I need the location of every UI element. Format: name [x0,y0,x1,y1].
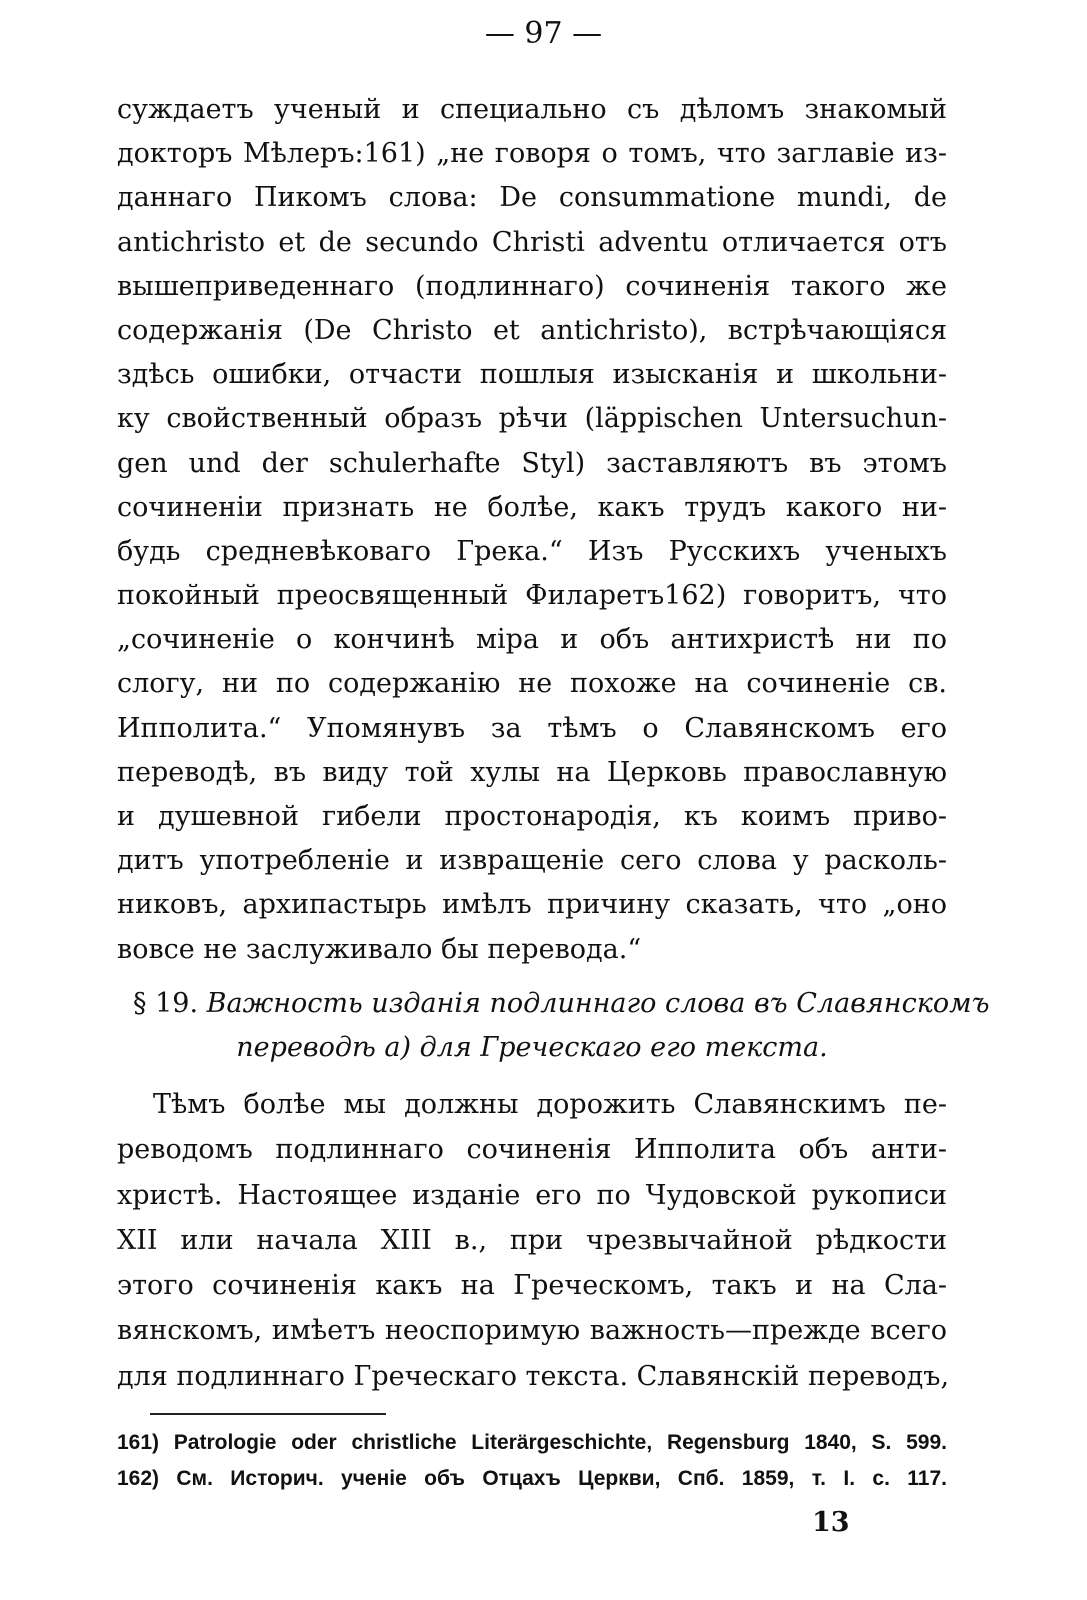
paragraph-1-line: докторъ Мѣлеръ:161) „не говоря о томъ, что заглавіе из- [117,138,947,170]
paragraph-2 [117,1082,950,1399]
paragraph-2-line: для подлиннаго Греческаго текста. Славянскій переводъ, [117,1360,950,1392]
paragraph-2-line: реводомъ подлиннаго сочиненія Ипполита объ анти- [117,1134,947,1166]
paragraph-1-line: переводѣ, въ виду той хулы на Церковь православную [117,756,947,788]
paragraph-2-line: XII или начала XIII в., при чрезвычайной рѣдкости [117,1224,947,1256]
footnotes [117,1425,947,1497]
section-heading [117,982,990,1070]
paragraph-1-line: и душевной гибели простонародія, къ коимъ приво- [117,801,947,832]
paragraph-1-line: даннаго Пикомъ слова: De consummatione mundi, de [117,182,947,214]
section-heading-line-1 [117,982,990,1026]
paragraph-1-line: будь средневѣковаго Грека.“ Изъ Русскихъ ученыхъ [117,535,947,567]
paragraph-1-line: сочиненіи признать не болѣе, какъ трудъ какого ни- [117,491,947,523]
paragraph-1-line: Ипполита.“ Упомянувъ за тѣмъ о Славянскомъ его [117,712,947,744]
paragraph-2-line: Тѣмъ болѣе мы должны дорожить Славянскимъ пе- [153,1089,947,1120]
paragraph-2-line: христѣ. Настоящее изданіе его по Чудовской рукописи [117,1179,947,1211]
signature-mark: 13 [812,1507,850,1538]
paragraph-1-line: здѣсь ошибки, отчасти пошлыя изысканія и школьни- [117,359,947,391]
page-number: — 97 — [484,16,603,51]
section-title-part-1: Важность изданія подлиннаго слова въ Славянскомъ [206,988,990,1019]
footnote-divider [150,1413,386,1415]
paragraph-1-line: вышеприведеннаго (подлиннаго) сочиненія такого же [117,270,947,302]
paragraph-1-line: дитъ употребленіе и извращеніе сего слова у расколь- [117,845,947,877]
paragraph-1-line: покойный преосвященный Филаретъ162) говоритъ, что [117,580,947,612]
paragraph-1-line: вовсе не заслуживало бы перевода.“ [117,933,642,965]
paragraph-1 [117,88,947,972]
paragraph-1-line: „сочиненіе о кончинѣ міра и объ антихристѣ ни по [117,624,947,656]
footnote-162: 162) См. Историч. ученіе объ Отцахъ Церкви, Спб. 1859, т. I. с. 117. [117,1467,947,1490]
paragraph-1-line: antichristo et de secundo Christi adventu отличается отъ [117,226,947,258]
footnote-161: 161) Patrologie oder christliche Literärgeschichte, Regensburg 1840, S. 599. [117,1431,947,1454]
paragraph-1-line: ку свойственный образъ рѣчи (läppischen Untersuchun- [117,403,947,435]
paragraph-1-line: суждаетъ ученый и специально съ дѣломъ знакомый [117,94,947,125]
paragraph-1-line: слогу, ни по содержанію не похоже на сочиненіе св. [117,668,947,700]
section-mark: § 19. [133,988,199,1019]
paragraph-2-line: вянскомъ, имѣетъ неоспоримую важность—прежде всего [117,1315,947,1347]
paragraph-2-line: этого сочиненія какъ на Греческомъ, такъ и на Сла- [117,1270,947,1302]
paragraph-1-line: gen und der schulerhafte Styl) заставляютъ въ этомъ [117,447,947,479]
paragraph-1-line: содержанія (De Christo et antichristo), встрѣчающіяся [117,314,947,346]
section-title-part-2: переводѣ а) для Греческаго его текста. [236,1032,828,1063]
paragraph-1-line: никовъ, архипастырь имѣлъ причину сказать, что „оно [117,889,947,921]
